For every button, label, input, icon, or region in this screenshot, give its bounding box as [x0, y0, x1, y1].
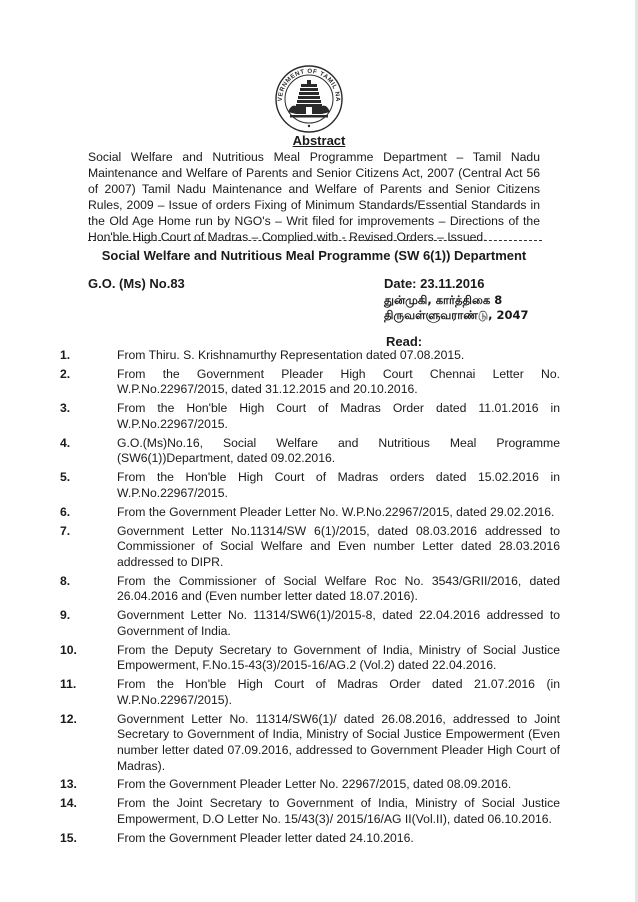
reference-number: 12. — [60, 711, 77, 726]
reference-text: From Thiru. S. Krishnamurthy Representation dated 07.08.2015. — [117, 348, 465, 362]
reference-item — [60, 777, 560, 793]
reference-number: 8. — [60, 573, 71, 588]
reference-list — [60, 348, 560, 850]
reference-item — [60, 367, 560, 398]
reference-number: 1. — [60, 348, 71, 362]
tamil-nadu-emblem-icon — [274, 64, 344, 134]
reference-item — [60, 608, 560, 639]
tamil-date-line-2: திருவள்ளுவராண்டு, 2047 — [384, 308, 529, 322]
reference-number: 4. — [60, 435, 71, 450]
reference-item — [60, 401, 560, 432]
reference-item — [60, 505, 560, 521]
read-title: Read: — [386, 334, 423, 349]
reference-number: 9. — [60, 608, 71, 623]
reference-text: From the Government Pleader letter dated 24.10.2016. — [117, 830, 414, 845]
reference-text: From the Commissioner of Social Welfare Roc No. 3543/GRII/2016, dated 26.04.2016 and (Even number letter dated 18.07.2016). — [117, 573, 560, 604]
reference-number: 10. — [60, 642, 77, 657]
reference-text: Government Letter No.11314/SW 6(1)/2015, dated 08.03.2016 addressed to Commissioner of Social Welfare and Even number Letter dated 28.03.2016 addressed to DIPR. — [117, 523, 560, 569]
reference-number: 13. — [60, 777, 77, 792]
reference-text: From the Deputy Secretary to Government of India, Ministry of Social Justice Empowerment, F.No.15-43(3)/2015-16/AG.2 (Vol.2) dated 22.04.2016. — [117, 642, 560, 673]
reference-number: 11. — [60, 677, 77, 692]
reference-number: 15. — [60, 830, 77, 845]
reference-text: G.O.(Ms)No.16, Social Welfare and Nutritious Meal Programme (SW6(1))Department, dated 09.02.2016. — [117, 435, 560, 466]
reference-item — [60, 348, 560, 364]
tamil-date-line-1: துன்முகி, கார்த்திகை 8 — [384, 293, 503, 307]
reference-item — [60, 574, 560, 605]
reference-text: From the Hon'ble High Court of Madras orders dated 15.02.2016 in W.P.No.22967/2015. — [117, 470, 560, 500]
abstract-title: Abstract — [292, 133, 346, 148]
reference-item — [60, 524, 560, 571]
reference-item — [60, 796, 560, 827]
reference-text: Government Letter No. 11314/SW6(1)/2015-8, dated 22.04.2016 addressed to Government of India. — [117, 608, 560, 638]
seal-text: VERNMENT OF TAMIL NA — [276, 67, 342, 103]
reference-text: From the Joint Secretary to Government of India, Ministry of Social Justice Empowerment, D.O Letter No. 15/43(3)/ 2015/16/AG II(Vol.II), dated 06.10.2016. — [117, 796, 560, 826]
department-heading: Social Welfare and Nutritious Meal Programme (SW 6(1)) Department — [101, 248, 527, 263]
reference-text: From the Government Pleader High Court Chennai Letter No. W.P.No.22967/2015, dated 31.12.2015 and 20.10.2016. — [117, 366, 560, 397]
reference-text: From the Hon'ble High Court of Madras Order dated 21.07.2016 (in W.P.No.22967/2015). — [117, 677, 560, 707]
reference-number: 6. — [60, 504, 71, 519]
go-number: G.O. (Ms) No.83 — [88, 276, 185, 291]
reference-number: 7. — [60, 523, 71, 538]
reference-text: Government Letter No. 11314/SW6(1)/ dated 26.08.2016, addressed to Joint Secretary to Government of India, Ministry of Social Justice Empowerment (Even number letter dated 07.09.2016, addressed to Government Pleader High Court of Madras). — [117, 711, 560, 773]
reference-text: From the Hon'ble High Court of Madras Order dated 11.01.2016 in W.P.No.22967/2015. — [117, 401, 560, 431]
reference-item — [60, 677, 560, 708]
reference-text: From the Government Pleader Letter No. W.P.No.22967/2015, dated 29.02.2016. — [117, 504, 555, 519]
reference-number: 3. — [60, 401, 71, 416]
reference-text: From the Government Pleader Letter No. 22967/2015, dated 08.09.2016. — [117, 777, 512, 792]
reference-item — [60, 436, 560, 467]
go-date: Date: 23.11.2016 — [384, 276, 485, 291]
reference-item — [60, 712, 560, 774]
abstract-body: Social Welfare and Nutritious Meal Programme Department – Tamil Nadu Maintenance and Welfare of Parents and Senior Citizens Act, 2007 (Central Act 56 of 2007) Tamil Nadu Maintenance and Welfare of Parents and Senior Citizens Rules, 2009 – Issue of orders Fixing of Minimum Standards/Essential Standards in the Old Age Home run by NGO's – Writ filed for improvements – Directions of the Hon'ble High Court of Madras – Complied with - Revised Orders – Issued. — [88, 150, 540, 245]
separator-line — [88, 240, 542, 241]
reference-number: 5. — [60, 470, 71, 485]
reference-number: 2. — [60, 366, 71, 381]
reference-item — [60, 831, 560, 847]
reference-number: 14. — [60, 796, 77, 811]
reference-item — [60, 470, 560, 501]
reference-item — [60, 643, 560, 674]
